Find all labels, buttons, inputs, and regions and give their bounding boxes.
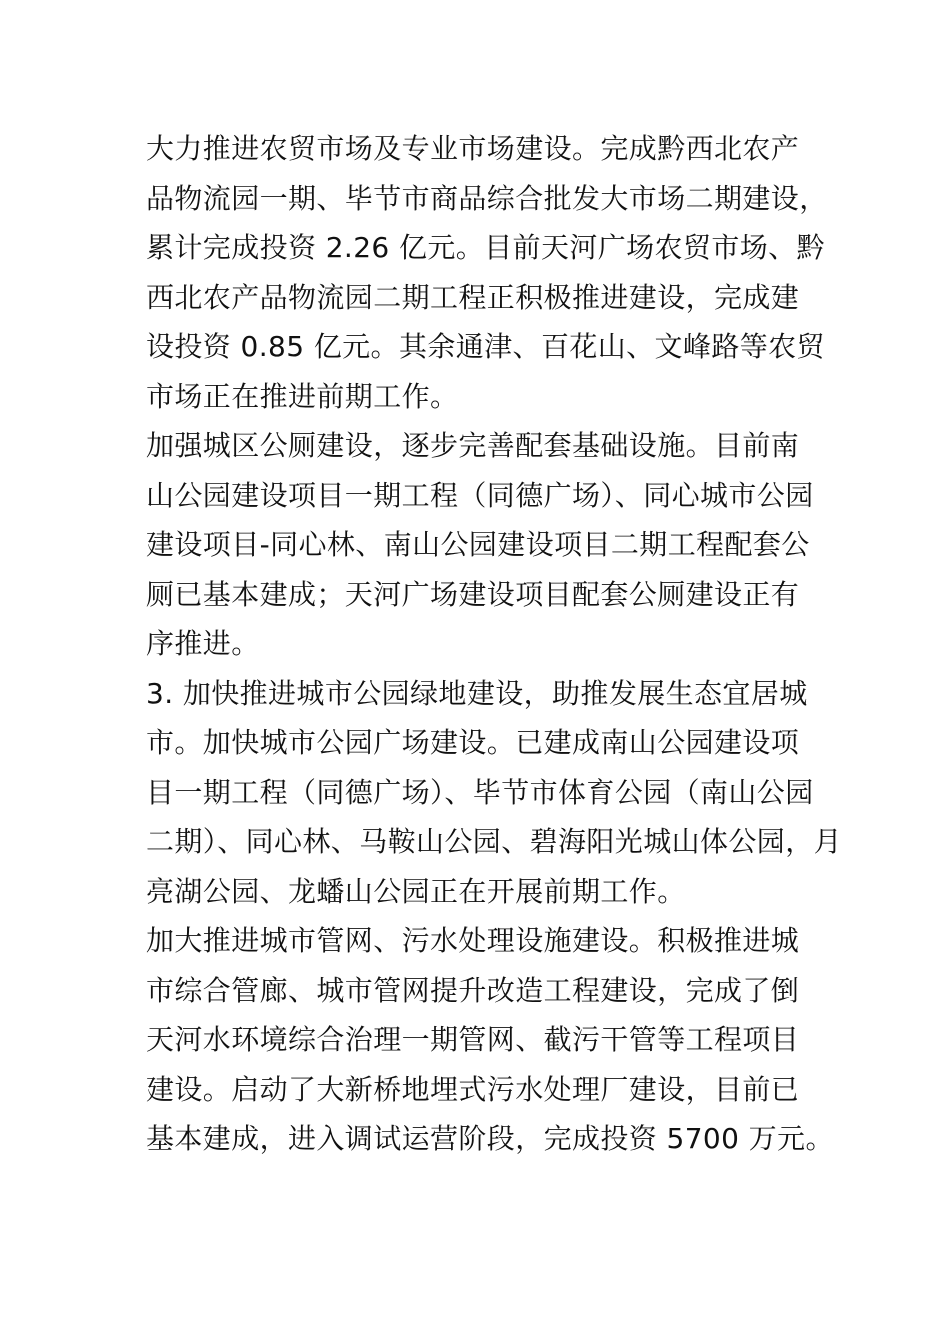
- text-line: 序推进。: [146, 627, 260, 660]
- text-line: 大力推进农贸市场及专业市场建设。完成黔西北农产: [146, 132, 800, 165]
- text-line: 市综合管廊、城市管网提升改造工程建设，完成了倒: [146, 973, 800, 1007]
- text-line: 目一期工程（同德广场）、毕节市体育公园（南山公园: [146, 775, 814, 809]
- paragraph-city-parks: [146, 669, 843, 917]
- document-page: [146, 124, 843, 1164]
- text-line: 加强城区公厕建设，逐步完善配套基础设施。目前南: [146, 429, 800, 462]
- text-line: 天河水环境综合治理一期管网、截污干管等工程项目: [146, 1023, 800, 1056]
- text-line: 建设。启动了大新桥地埋式污水处理厂建设，目前已: [146, 1072, 800, 1106]
- text-line: 加大推进城市管网、污水处理设施建设。积极推进城: [146, 924, 800, 957]
- text-line: 3. 加快推进城市公园绿地建设，助推发展生态宜居城: [146, 676, 808, 710]
- text-line: 西北农产品物流园二期工程正积极推进建设，完成建: [146, 280, 800, 314]
- paragraph-farmers-markets: [146, 124, 828, 421]
- paragraph-public-toilets: [146, 421, 814, 669]
- text-line: 市。加快城市公园广场建设。已建成南山公园建设项: [146, 726, 800, 759]
- text-line: 市场正在推进前期工作。: [146, 379, 459, 413]
- text-line: 亮湖公园、龙蟠山公园正在开展前期工作。: [146, 874, 686, 908]
- text-line: 品物流园一期、毕节市商品综合批发大市场二期建设，: [146, 181, 828, 215]
- text-line: 设投资 0.85 亿元。其余通津、百花山、文峰路等农贸: [146, 330, 825, 363]
- text-line: 累计完成投资 2.26 亿元。目前天河广场农贸市场、黔: [146, 231, 825, 264]
- text-line: 二期）、同心林、马鞍山公园、碧海阳光城山体公园，月: [146, 825, 843, 858]
- text-line: 山公园建设项目一期工程（同德广场）、同心城市公园: [146, 478, 814, 512]
- text-line: 厕已基本建成；天河广场建设项目配套公厕建设正有: [146, 577, 800, 611]
- paragraph-pipe-network: [146, 916, 834, 1164]
- text-line: 建设项目-同心林、南山公园建设项目二期工程配套公: [146, 528, 810, 561]
- text-line: 基本建成，进入调试运营阶段，完成投资 5700 万元。: [146, 1122, 834, 1155]
